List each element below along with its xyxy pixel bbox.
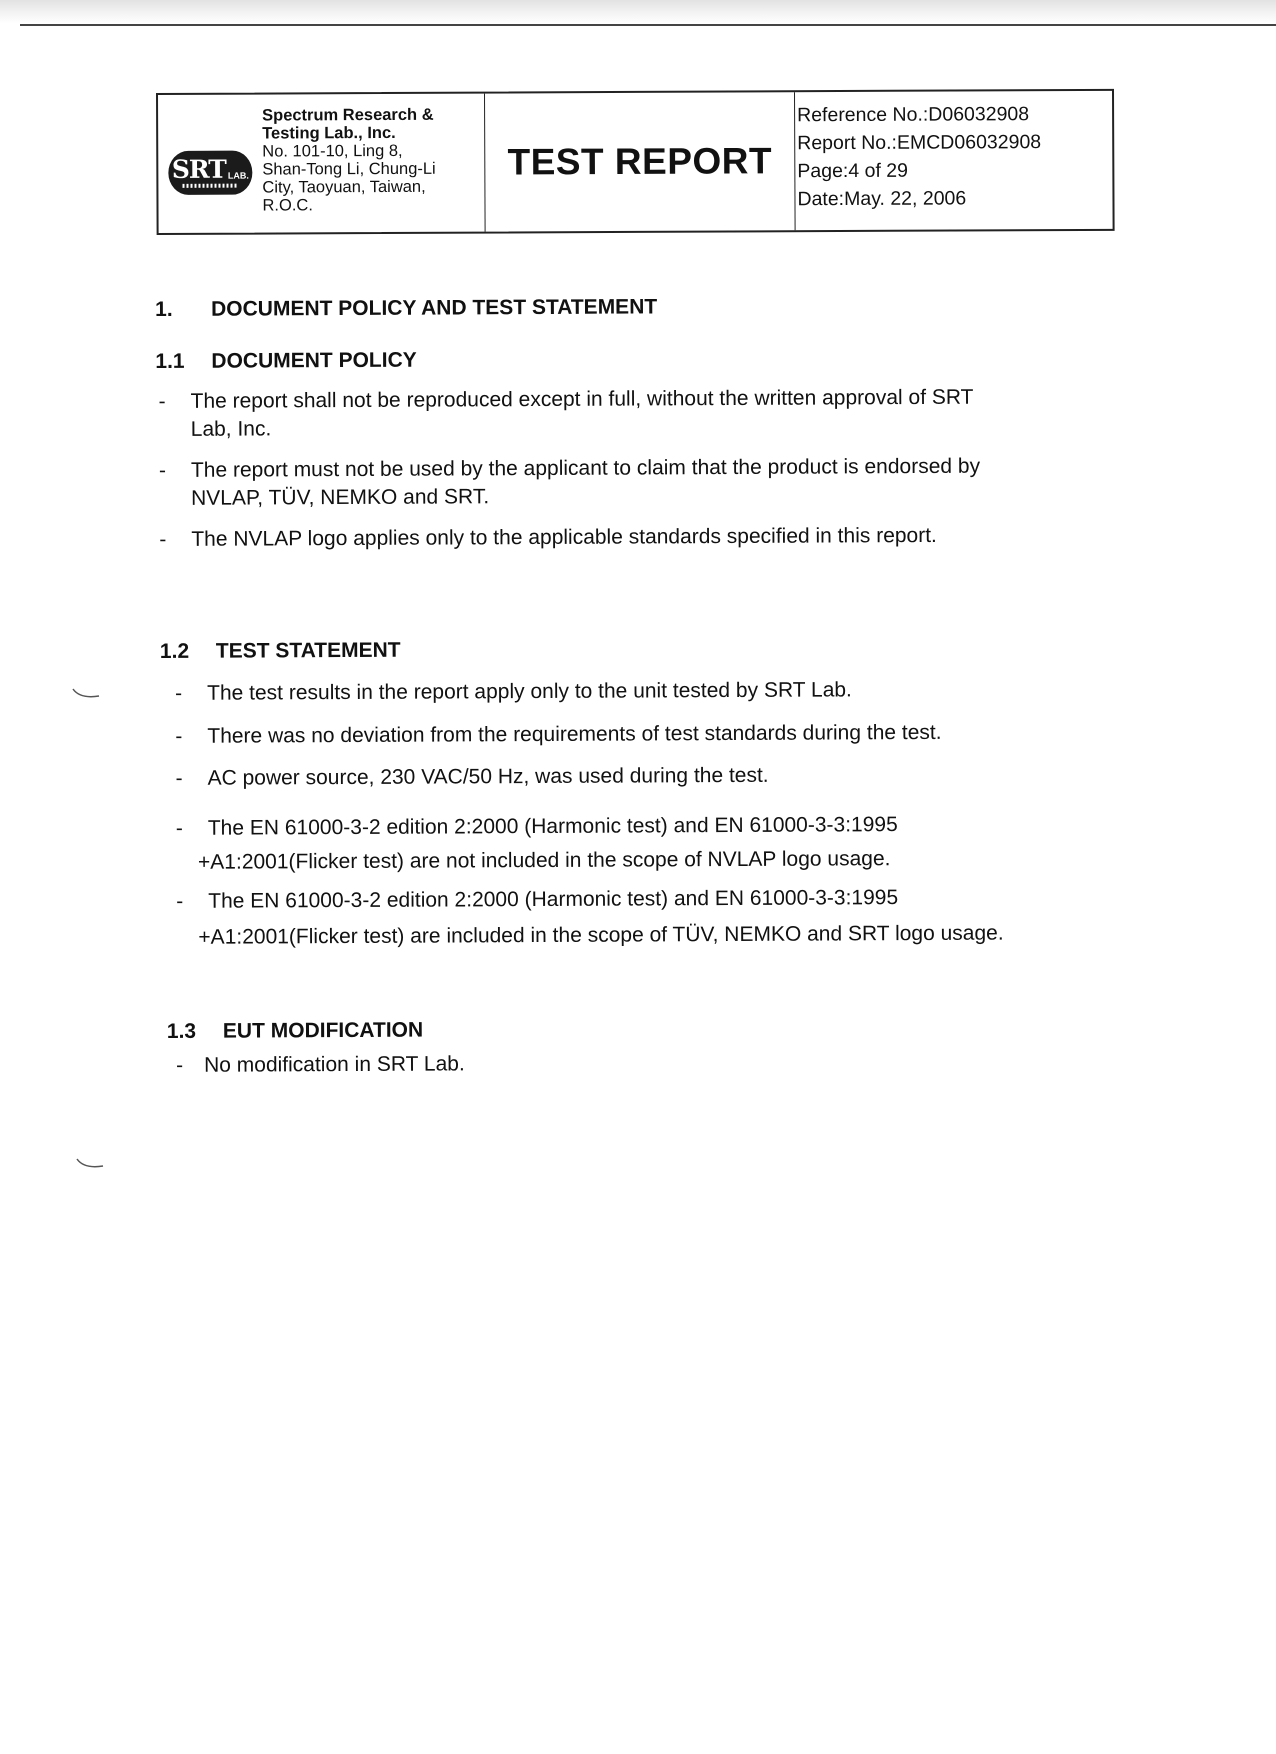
document-body	[155, 285, 1135, 1077]
section-1-3-heading	[166, 1018, 424, 1046]
section-title: DOCUMENT POLICY	[211, 348, 417, 373]
logo-text: SRT	[171, 154, 226, 184]
list-dash: -	[158, 458, 167, 482]
srt-logo	[168, 151, 252, 195]
item-line: The EN 61000-3-2 edition 2:2000 (Harmonic test) and EN 61000-3-3:1995	[208, 886, 899, 913]
section-title: TEST STATEMENT	[215, 638, 401, 663]
item-line: The EN 61000-3-2 edition 2:2000 (Harmonic test) and EN 61000-3-3:1995	[207, 813, 898, 840]
list-item	[175, 808, 898, 880]
company-info	[262, 106, 484, 215]
item-line: AC power source, 230 VAC/50 Hz, was used during the test.	[207, 763, 769, 790]
item-line: The report must not be used by the applicant to claim that the product is endorsed by	[190, 454, 981, 482]
section-1-2-heading	[159, 638, 401, 666]
item-line: +A1:2001(Flicker test) are not included in the scope of NVLAP logo usage.	[197, 847, 891, 874]
list-item	[175, 676, 852, 707]
list-dash: -	[159, 527, 167, 551]
address-line: City, Taoyuan, Taiwan,	[262, 177, 426, 197]
reference-cell	[795, 91, 1113, 230]
title-cell	[485, 92, 796, 231]
report-number: Report No.:EMCD06032908	[797, 131, 1042, 155]
section-1-1-heading	[155, 348, 417, 376]
list-item	[176, 1050, 465, 1079]
report-header-table	[156, 89, 1115, 235]
section-number: 1.1	[155, 349, 185, 373]
section-number: 1.	[155, 297, 173, 321]
list-dash: -	[176, 889, 184, 913]
address-line: R.O.C.	[262, 196, 313, 215]
scan-edge-line	[20, 24, 1276, 26]
page-number: Page:4 of 29	[797, 159, 908, 183]
address-line: No. 101-10, Ling 8,	[262, 141, 403, 161]
scan-top-shading	[0, 0, 1276, 24]
section-number: 1.3	[166, 1019, 197, 1043]
list-item	[175, 719, 942, 751]
list-dash: -	[175, 724, 183, 748]
list-dash: -	[176, 1053, 184, 1077]
list-item	[176, 880, 1004, 956]
item-line: The test results in the report apply only to the unit tested by SRT Lab.	[207, 678, 852, 705]
reference-number: Reference No.:D06032908	[797, 103, 1030, 127]
list-dash: -	[158, 389, 166, 413]
list-item	[175, 762, 769, 793]
section-title: DOCUMENT POLICY AND TEST STATEMENT	[211, 295, 658, 321]
section-number: 1.2	[159, 639, 190, 663]
list-dash: -	[175, 681, 183, 705]
item-line: The NVLAP logo applies only to the applicable standards specified in this report.	[191, 523, 937, 551]
report-date: Date:May. 22, 2006	[797, 187, 967, 211]
binder-hole-mark	[72, 688, 100, 700]
list-item	[158, 384, 974, 444]
company-cell	[158, 94, 486, 233]
item-line: No modification in SRT Lab.	[203, 1052, 465, 1077]
company-name: Spectrum Research & Testing Lab., Inc.	[262, 105, 434, 143]
list-dash: -	[175, 766, 183, 790]
list-item	[158, 453, 981, 513]
item-line: Lab, Inc.	[190, 417, 272, 441]
logo-stripe	[182, 184, 238, 188]
list-dash: -	[175, 816, 183, 840]
list-item	[159, 522, 937, 554]
section-1-heading	[155, 295, 658, 324]
item-line: The report shall not be reproduced except in full, without the written approval of SRT	[190, 385, 974, 413]
logo-sub: LAB.	[227, 170, 249, 181]
address-line: Shan-Tong Li, Chung-Li	[262, 159, 436, 179]
item-line: +A1:2001(Flicker test) are included in the scope of TÜV, NEMKO and SRT logo usage.	[198, 921, 1004, 949]
binder-hole-mark	[76, 1158, 104, 1170]
item-line: There was no deviation from the requirements of test standards during the test.	[207, 720, 942, 748]
section-title: EUT MODIFICATION	[222, 1018, 424, 1043]
item-line: NVLAP, TÜV, NEMKO and SRT.	[191, 485, 490, 510]
report-title: TEST REPORT	[507, 140, 773, 183]
